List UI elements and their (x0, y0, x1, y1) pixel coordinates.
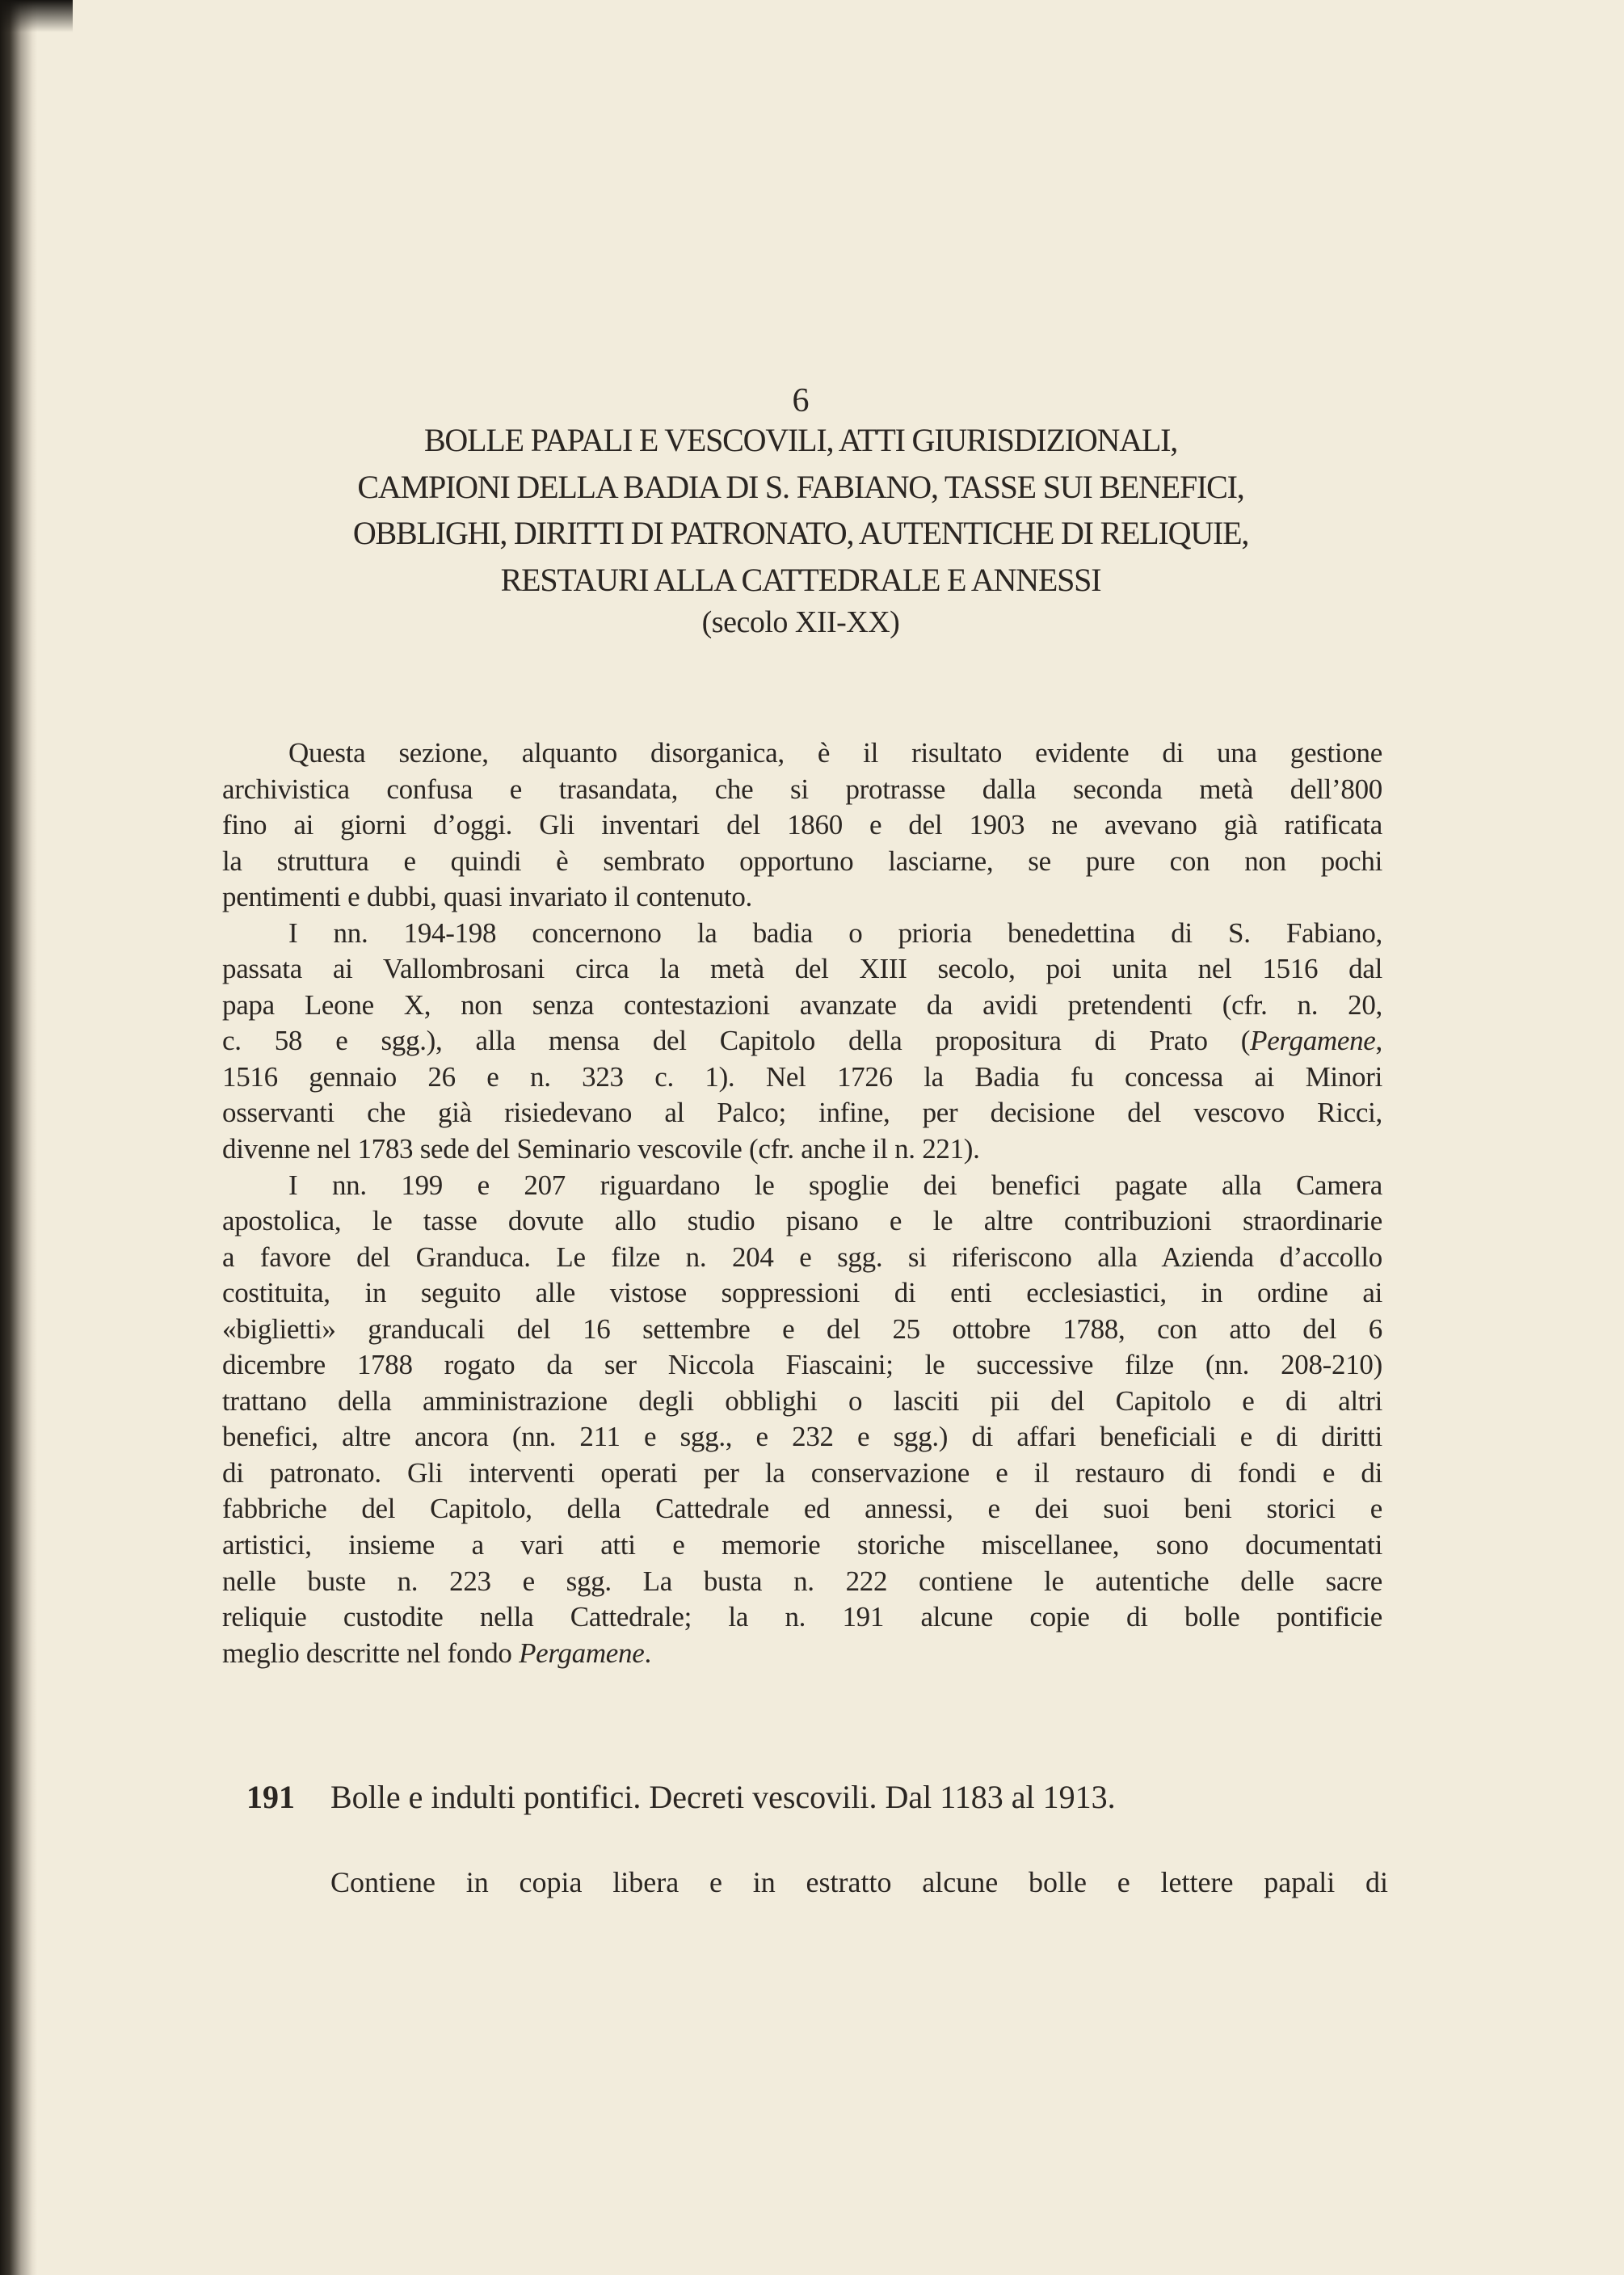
text-line (222, 772, 1382, 808)
text-line (222, 1131, 1382, 1168)
text-segment: archivistica confusa e trasandata, che si protrasse dalla seconda metà dell’800 (222, 773, 1382, 805)
text-segment: fino ai giorni d’oggi. Gli inventari del 1860 e del 1903 ne avevano già ratificata (222, 809, 1382, 841)
text-line (222, 916, 1382, 952)
text-segment: c. 58 e sgg.), alla mensa del Capitolo della propositura di Prato ( (222, 1025, 1251, 1057)
text-line (222, 1527, 1382, 1564)
text-segment: dicembre 1788 rogato da ser Niccola Fiascaini; le successive filze (nn. 208-210) (222, 1349, 1382, 1381)
page-corner-shadow (0, 0, 73, 32)
archive-entry (246, 1778, 1394, 1816)
text-segment: meglio descritte nel fondo (222, 1637, 520, 1669)
text-segment: apostolica, le tasse dovute allo studio pisano e le altre contribuzioni straordinarie (222, 1205, 1382, 1237)
text-line (222, 1168, 1382, 1204)
chapter-title-line: OBBLIGHI, DIRITTI DI PATRONATO, AUTENTICHE DI RELIQUIE, (352, 515, 1249, 551)
text-line (222, 807, 1382, 844)
text-line (222, 1060, 1382, 1096)
text-segment: costituita, in seguito alle vistose soppressioni di enti ecclesiastici, in ordine ai (222, 1277, 1382, 1309)
text-line (222, 1564, 1382, 1600)
text-line (222, 879, 1382, 916)
chapter-title-line: BOLLE PAPALI E VESCOVILI, ATTI GIURISDIZIONALI, (423, 422, 1178, 458)
entry-number: 191 (246, 1779, 295, 1815)
text-segment: «biglietti» granducali del 16 settembre e del 25 ottobre 1788, con atto del 6 (222, 1312, 1382, 1345)
italic-reference: Pergamene (1250, 1025, 1376, 1057)
text-segment: divenne nel 1783 sede del Seminario vescovile (cfr. anche il n. 221). (222, 1133, 980, 1165)
text-line (222, 1419, 1382, 1456)
entry-title: Bolle e indulti pontifici. Decreti vescovili. Dal 1183 al 1913. (330, 1779, 1116, 1815)
text-line (222, 1636, 1382, 1672)
text-line (222, 844, 1382, 880)
text-line (222, 1023, 1382, 1060)
text-segment: I nn. 194-198 concernono la badia o prioria benedettina di S. Fabiano, (288, 916, 1382, 949)
text-segment: passata ai Vallombrosani circa la metà del XIII secolo, poi unita nel 1516 dal (222, 953, 1382, 985)
text-segment: fabbriche del Capitolo, della Cattedrale ed annessi, e dei suoi beni storici e (222, 1493, 1382, 1525)
text-segment: artistici, insieme a vari atti e memorie storiche miscellanee, sono documentati (222, 1529, 1382, 1561)
text-segment: trattano della amministrazione degli obblighi o lasciti pii del Capitolo e di altri (222, 1384, 1382, 1417)
chapter-period: (secolo XII-XX) (701, 605, 900, 639)
text-segment: I nn. 199 e 207 riguardano le spoglie dei benefici pagate alla Camera (288, 1169, 1382, 1201)
text-segment: benefici, altre ancora (nn. 211 e sgg., e 232 e sgg.) di affari beneficiali e di diritti (222, 1421, 1382, 1453)
text-segment: la struttura e quindi è sembrato opportuno lasciarne, se pure con non pochi (222, 845, 1382, 877)
text-segment: . (644, 1637, 651, 1669)
text-segment: , (1375, 1025, 1382, 1057)
text-segment: a favore del Granduca. Le filze n. 204 e sgg. si riferiscono alla Azienda d’accollo (222, 1241, 1382, 1273)
chapter-title (0, 417, 1613, 603)
chapter-title-line: CAMPIONI DELLA BADIA DI S. FABIANO, TASSE SUI BENEFICI, (357, 468, 1244, 505)
text-segment: papa Leone X, non senza contestazioni avanzate da avidi pretendenti (cfr. n. 20, (222, 988, 1382, 1021)
text-line (222, 1240, 1382, 1276)
chapter-number: 6 (792, 382, 810, 419)
page-binding-shadow (0, 0, 37, 2275)
text-line (222, 1312, 1382, 1348)
text-line (222, 1275, 1382, 1312)
text-line (222, 1599, 1382, 1636)
text-segment: Questa sezione, alquanto disorganica, è il risultato evidente di una gestione (288, 737, 1382, 769)
text-segment: pentimenti e dubbi, quasi invariato il contenuto. (222, 881, 752, 913)
entry-description: Contiene in copia libera e in estratto alcune bolle e lettere papali di (330, 1866, 1388, 1898)
text-segment: 1516 gennaio 26 e n. 323 c. 1). Nel 1726 la Badia fu concessa ai Minori (222, 1060, 1382, 1093)
text-line (222, 951, 1382, 988)
text-line (222, 1491, 1382, 1527)
text-line (222, 1456, 1382, 1492)
text-line (222, 1203, 1382, 1240)
text-segment: di patronato. Gli interventi operati per la conservazione e il restauro di fondi e di (222, 1456, 1382, 1489)
italic-reference: Pergamene (519, 1637, 645, 1669)
text-segment: osservanti che già risiedevano al Palco; infine, per decisione del vescovo Ricci, (222, 1097, 1382, 1129)
text-line (222, 988, 1382, 1024)
text-line (222, 735, 1382, 772)
text-segment: nelle buste n. 223 e sgg. La busta n. 222 contiene le autentiche delle sacre (222, 1565, 1382, 1597)
text-line (222, 1347, 1382, 1384)
text-line (222, 1384, 1382, 1420)
text-line (222, 1095, 1382, 1131)
text-segment: reliquie custodite nella Cattedrale; la n. 191 alcune copie di bolle pontificie (222, 1601, 1382, 1633)
introduction-text (222, 735, 1382, 1671)
chapter-title-line: RESTAURI ALLA CATTEDRALE E ANNESSI (500, 561, 1101, 598)
